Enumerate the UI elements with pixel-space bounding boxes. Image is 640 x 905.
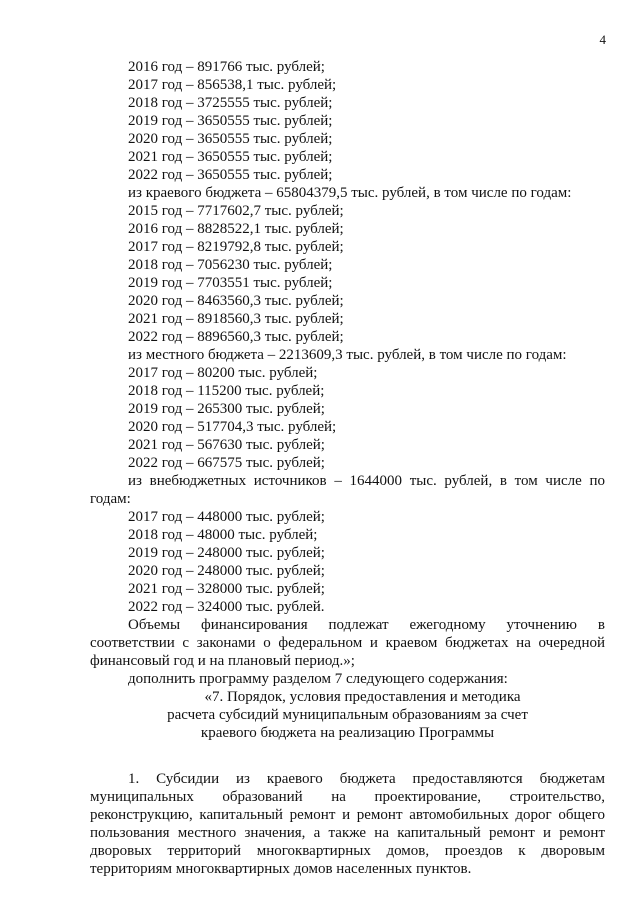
text-line: 2016 год – 891766 тыс. рублей; — [128, 59, 325, 75]
text-line: 2020 год – 248000 тыс. рублей; — [128, 563, 325, 579]
text-line: 2016 год – 8828522,1 тыс. рублей; — [128, 221, 344, 237]
text-line: 2020 год – 3650555 тыс. рублей; — [128, 131, 333, 147]
text-line: 2017 год – 448000 тыс. рублей; — [128, 509, 325, 525]
text-line: 2021 год – 328000 тыс. рублей; — [128, 581, 325, 597]
text-line: 2018 год – 3725555 тыс. рублей; — [128, 95, 333, 111]
text-line: 2019 год – 7703551 тыс. рублей; — [128, 275, 333, 291]
text-line: 2017 год – 8219792,8 тыс. рублей; — [128, 239, 344, 255]
section-heading-line: расчета субсидий муниципальным образованиям за счет — [167, 707, 528, 723]
text-line: 2020 год – 517704,3 тыс. рублей; — [128, 419, 337, 435]
text-line: 2022 год – 667575 тыс. рублей; — [128, 455, 325, 471]
text-line: 2019 год – 248000 тыс. рублей; — [128, 545, 325, 561]
subsidies-paragraph: 1. Субсидии из краевого бюджета предоставляются бюджетам муниципальных образований на проектирование, строительство, реконструкцию, капитальный ремонт и ремонт автомобильных дорог общего пользования местного значения, а также на капитальный ремонт и ремонт дворовых территорий многоквартирных домов, проездов к дворовым территориям многоквартирных домов населенных пунктов. — [90, 771, 605, 877]
page-number: 4 — [599, 32, 606, 47]
text-line: 2018 год – 7056230 тыс. рублей; — [128, 257, 333, 273]
section-heading-line: краевого бюджета на реализацию Программы — [200, 725, 495, 741]
text-line: 2022 год – 324000 тыс. рублей. — [128, 599, 325, 615]
text-line: из местного бюджета – 2213609,3 тыс. рублей, в том числе по годам: — [128, 347, 567, 363]
text-line: 2022 год – 3650555 тыс. рублей; — [128, 167, 333, 183]
lines-group-b — [90, 508, 605, 616]
extra-budget-paragraph: из внебюджетных источников – 1644000 тыс. рублей, в том числе по годам: — [90, 473, 605, 507]
lines-group-a — [90, 58, 605, 472]
financing-paragraph: Объемы финансирования подлежат ежегодному уточнению в соответствии с законами о федеральном и краевом бюджетах на очередной финансовый год и на плановый период.»; — [90, 617, 605, 669]
text-line: 2020 год – 8463560,3 тыс. рублей; — [128, 293, 344, 309]
text-line: 2018 год – 115200 тыс. рублей; — [128, 383, 325, 399]
section-heading-line: «7. Порядок, условия предоставления и методика — [204, 689, 521, 705]
section-heading — [90, 688, 605, 742]
text-line: 2017 год – 856538,1 тыс. рублей; — [128, 77, 337, 93]
text-line: 2018 год – 48000 тыс. рублей; — [128, 527, 318, 543]
text-line: 2021 год – 8918560,3 тыс. рублей; — [128, 311, 344, 327]
text-line: 2019 год – 265300 тыс. рублей; — [128, 401, 325, 417]
document-body — [90, 58, 605, 878]
spacer — [90, 742, 605, 770]
text-line: 2015 год – 7717602,7 тыс. рублей; — [128, 203, 344, 219]
text-line: из краевого бюджета – 65804379,5 тыс. рублей, в том числе по годам: — [128, 185, 572, 201]
supplement-line: дополнить программу разделом 7 следующего содержания: — [128, 671, 508, 687]
text-line: 2017 год – 80200 тыс. рублей; — [128, 365, 318, 381]
text-line: 2019 год – 3650555 тыс. рублей; — [128, 113, 333, 129]
text-line: 2022 год – 8896560,3 тыс. рублей; — [128, 329, 344, 345]
text-line: 2021 год – 3650555 тыс. рублей; — [128, 149, 333, 165]
text-line: 2021 год – 567630 тыс. рублей; — [128, 437, 325, 453]
